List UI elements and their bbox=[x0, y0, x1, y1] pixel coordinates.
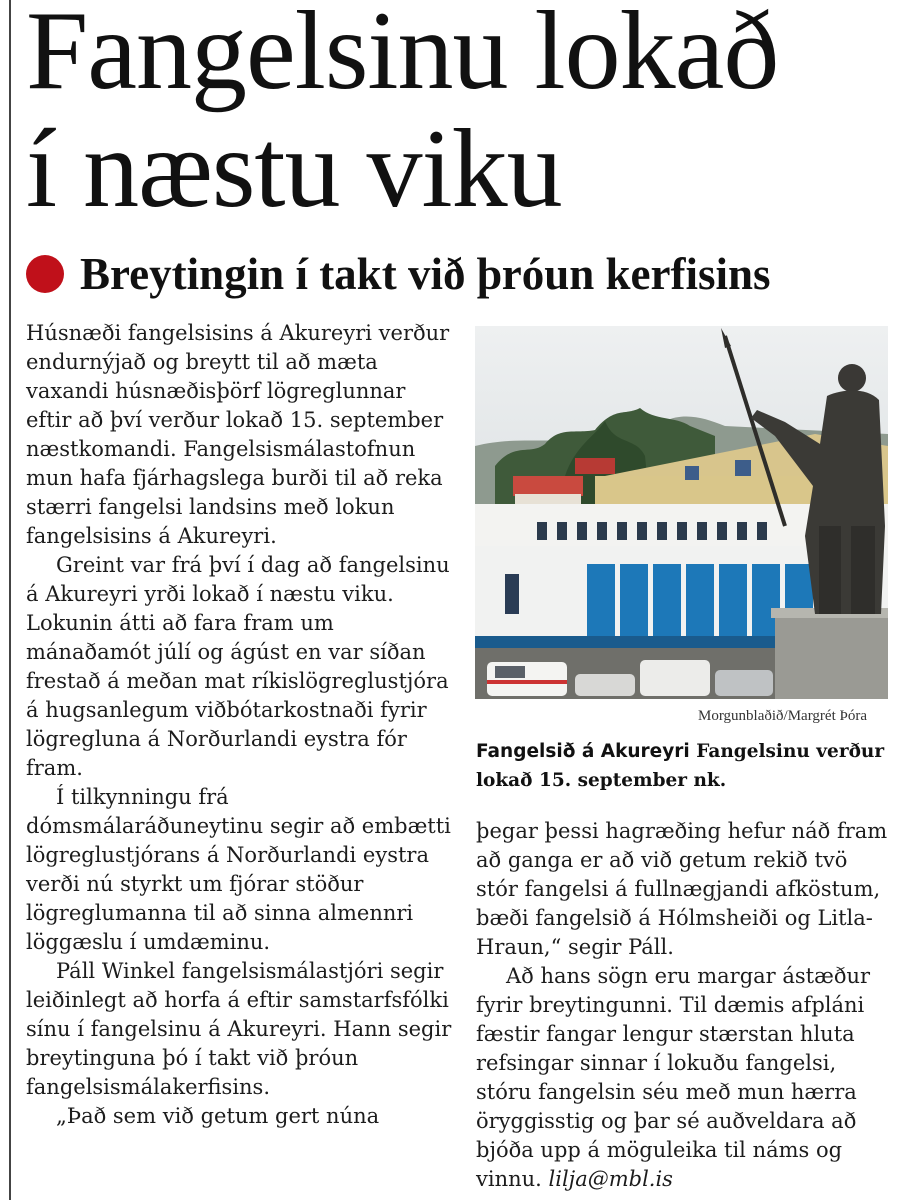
column-rule bbox=[9, 0, 11, 1200]
subheadline-text: Breytingin í takt við þróun kerfisins bbox=[80, 249, 771, 299]
headline bbox=[26, 0, 906, 231]
paragraph-text: Að hans sögn eru margar ástæður fyrir breytingunni. Til dæmis afpláni fæstir fangar lengur stærstan hluta refsingar sinnar í lokuðu fangelsi, stóru fangelsin séu með mun hærra öryggisstig og þar sé auðveldara að bjóða upp á möguleika til náms og vinnu. bbox=[476, 964, 871, 1191]
paragraph: Greint var frá því í dag að fangelsinu á Akureyri yrði lokað í næstu viku. Lokunin átti að fara fram um mánaðamót júlí og ágúst en var síðan frestað á meðan mat ríkislögreglustjóra á hugsanlegum viðbótarkostnaði fyrir lögregluna á Norðurlandi eystra fór fram. bbox=[26, 553, 450, 780]
author-email-link[interactable]: lilja@mbl.is bbox=[548, 1167, 673, 1191]
article-column-left bbox=[26, 319, 454, 1131]
red-bullet-icon bbox=[26, 255, 64, 293]
caption-text: Fangelsinu verður lokað 15. september nk. bbox=[476, 741, 885, 791]
paragraph: „Það sem við getum gert núna bbox=[56, 1104, 380, 1128]
paragraph bbox=[476, 962, 888, 1194]
paragraph: Húsnæði fangelsisins á Akureyri verður endurnýjað og breytt til að mæta vaxandi húsnæðisþörf lögreglunnar eftir að því verður lokað 15. september næstkomandi. Fangelsismálastofnun mun hafa fjárhagslega burði til að reka stærri fangelsi landsins með lokun fangelsisins á Akureyri. bbox=[26, 321, 450, 548]
prison-building-photo bbox=[475, 326, 888, 699]
paragraph: þegar þessi hagræðing hefur náð fram að ganga er að við getum rekið tvö stór fangelsi á fullnægjandi afköstum, bæði fangelsið á Hólmsheiði og Litla-Hraun,“ segir Páll. bbox=[476, 819, 888, 959]
paragraph: Í tilkynningu frá dómsmálaráðuneytinu segir að embætti lögreglustjórans á Norðurlandi eystra verði nú styrkt um fjórar stöður lögreglumanna til að sinna almennri löggæslu í umdæminu. bbox=[26, 785, 451, 954]
photo-credit: Morgunblaðið/Margrét Þóra bbox=[697, 708, 867, 724]
subheadline bbox=[26, 246, 906, 302]
article-column-right bbox=[476, 817, 888, 1194]
paragraph: Páll Winkel fangelsismálastjóri segir leiðinlegt að horfa á eftir samstarfsfólki sínu í fangelsinu á Akureyri. Hann segir breytinguna þó í takt við þróun fangelsismálakerfisins. bbox=[26, 959, 452, 1099]
headline-line-2: í næstu viku bbox=[26, 107, 562, 231]
photo-caption bbox=[476, 737, 888, 795]
headline-line-1: Fangelsinu lokað bbox=[26, 0, 779, 113]
article-photo bbox=[475, 326, 888, 699]
caption-lead: Fangelsið á Akureyri bbox=[476, 741, 690, 762]
